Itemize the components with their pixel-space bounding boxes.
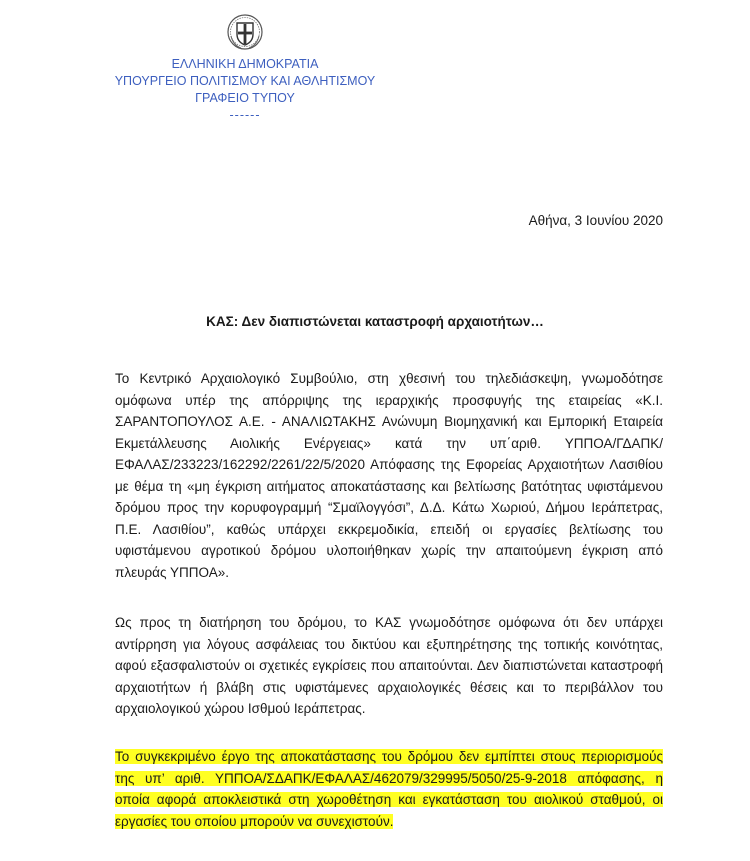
body-paragraph-1: Το Κεντρικό Αρχαιολογικό Συμβούλιο, στη χθεσινή του τηλεδιάσκεψη, γνωμοδότησε ομόφωνα υπέρ της απόρριψης της ιεραρχικής προσφυγής της εταιρείας «Κ.Ι. ΣΑΡΑΝΤΟΠΟΥΛΟΣ Α.Ε. - ΑΝΑΛΙΩΤΑΚΗΣ Ανώνυμη Βιομηχανική και Εμπορική Εταιρεία Εκμετάλλευσης Αιολικής Ενέργειας» κατά την υπ΄αριθ. ΥΠΠΟΑ/ΓΔΑΠΚ/ΕΦΑΛΑΣ/233223/162292/2261/22/5/2020 Απόφασης της Εφορείας Αρχαιοτήτων Λασιθίου με θέμα τη «μη έγκριση αιτήματος αποκατάστασης και βελτίωσης βατότητας υφιστάμενου δρόμου προς την κορυφογραμμή “Σμαϊλογγόσι”, Δ.Δ. Κάτω Χωριού, Δήμου Ιεράπετρας, Π.Ε. Λασιθίου”, καθώς υπάρχει εκκρεμοδικία, επειδή οι εργασίες βελτίωσης του υφιστάμενου αγροτικού δρόμου υλοποιήθηκαν χωρίς την απαιτούμενη έγκριση από πλευράς ΥΠΠΟΑ». <box>115 371 663 580</box>
document-title: ΚΑΣ: Δεν διαπιστώνεται καταστροφή αρχαιοτήτων… <box>206 314 544 329</box>
letterhead-ministry: ΥΠΟΥΡΓΕΙΟ ΠΟΛΙΤΙΣΜΟΥ ΚΑΙ ΑΘΛΗΤΙΣΜΟΥ <box>114 74 376 88</box>
greek-coat-of-arms-icon <box>227 12 263 52</box>
document-date: Αθήνα, 3 Ιουνίου 2020 <box>528 213 663 228</box>
letterhead <box>100 12 390 124</box>
body-paragraph-highlighted <box>115 746 663 832</box>
letterhead-office: ΓΡΑΦΕΙΟ ΤΥΠΟΥ <box>195 91 295 105</box>
letterhead-republic: ΕΛΛΗΝΙΚΗ ΔΗΜΟΚΡΑΤΙΑ <box>171 57 319 71</box>
highlighted-text: Το συγκεκριμένο έργο της αποκατάστασης του δρόμου δεν εμπίπτει στους περιορισμούς της υπ’ αριθ. ΥΠΠΟΑ/ΣΔΑΠΚ/ΕΦΑΛΑΣ/462079/329995/5050/25-9-2018 απόφασης, η οποία αφορά αποκλειστικά στη χωροθέτηση και εγκατάσταση του αιολικού σταθμού, οι εργασίες του οποίου μπορούν να συνεχιστούν. <box>115 749 663 829</box>
letterhead-separator: ------ <box>229 108 261 122</box>
body-paragraph-2: Ως προς τη διατήρηση του δρόμου, το ΚΑΣ γνωμοδότησε ομόφωνα ότι δεν υπάρχει αντίρρηση για λόγους ασφάλειας του δικτύου και εξυπηρέτησης της τοπικής κοινότητας, αφού εξασφαλιστούν οι σχετικές εγκρίσεις που απαιτούνται. Δεν διαπιστώνεται καταστροφή αρχαιοτήτων ή βλάβη στις υφιστάμενες αρχαιολογικές θέσεις και το περιβάλλον του αρχαιολογικού χώρου Ισθμού Ιεράπετρας. <box>115 615 663 716</box>
